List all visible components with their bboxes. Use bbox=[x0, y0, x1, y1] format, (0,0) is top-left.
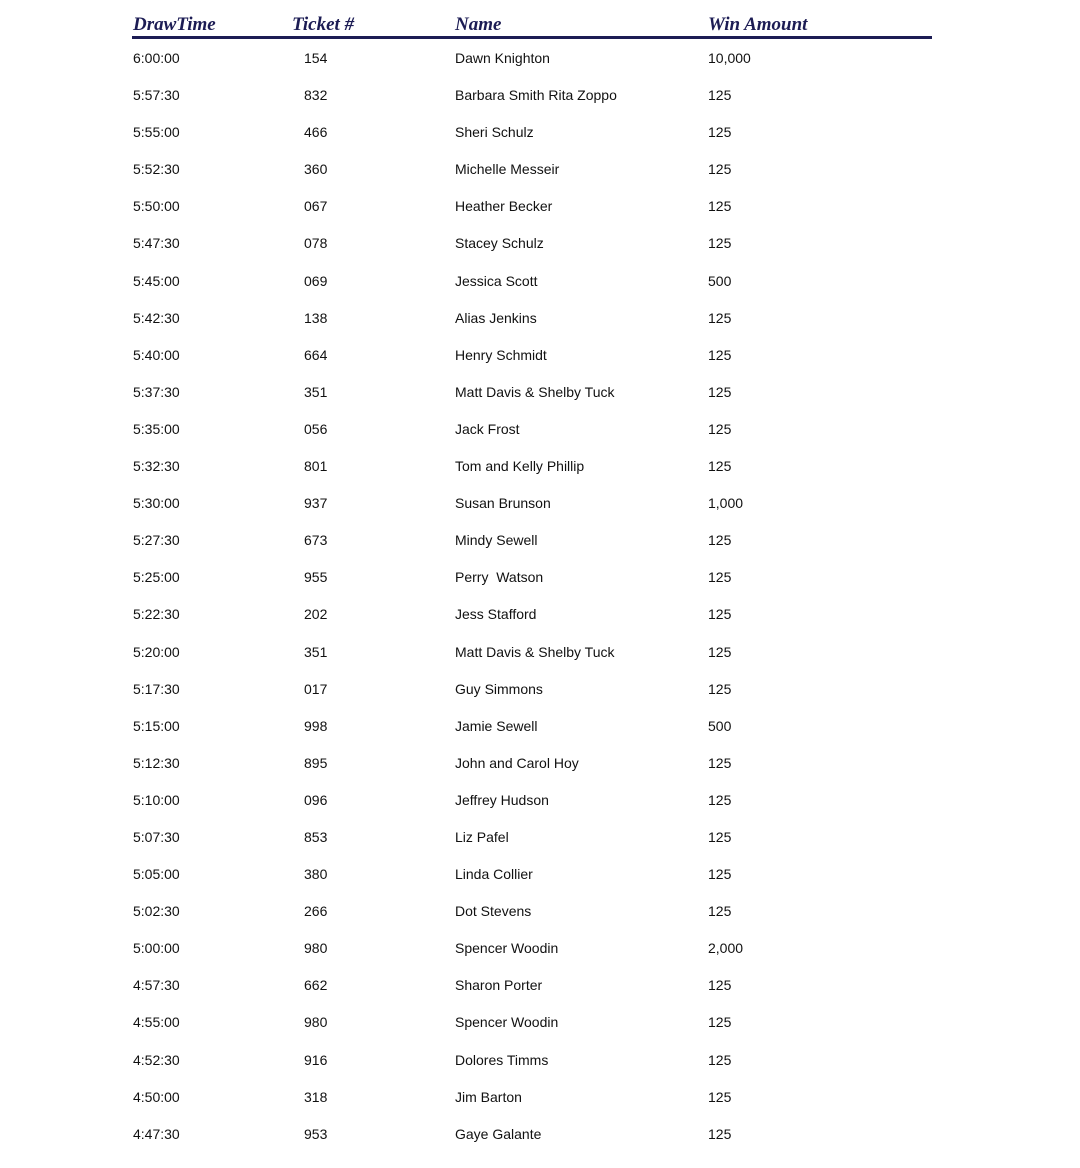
ticket-cell: 017 bbox=[304, 680, 328, 697]
ticket-cell: 801 bbox=[304, 458, 328, 475]
draw-time-cell: 5:37:30 bbox=[133, 383, 180, 400]
draw-time-cell: 5:10:00 bbox=[133, 791, 180, 808]
name-cell: Jamie Sewell bbox=[455, 717, 538, 734]
ticket-cell: 056 bbox=[304, 420, 328, 437]
ticket-cell: 955 bbox=[304, 569, 328, 586]
ticket-cell: 266 bbox=[304, 903, 328, 920]
win-amount-cell: 125 bbox=[708, 903, 732, 920]
table-row bbox=[132, 1003, 932, 1040]
draw-time-cell: 5:52:30 bbox=[133, 161, 180, 178]
table-row bbox=[132, 410, 932, 447]
draw-time-cell: 5:12:30 bbox=[133, 754, 180, 771]
name-cell: Jeffrey Hudson bbox=[455, 791, 549, 808]
name-cell: Sheri Schulz bbox=[455, 124, 534, 141]
draw-time-cell: 4:50:00 bbox=[133, 1088, 180, 1105]
ticket-cell: 096 bbox=[304, 791, 328, 808]
name-cell: Jessica Scott bbox=[455, 272, 538, 289]
draw-time-cell: 5:32:30 bbox=[133, 458, 180, 475]
name-cell: Spencer Woodin bbox=[455, 940, 559, 957]
name-cell: Mindy Sewell bbox=[455, 532, 538, 549]
draw-time-cell: 5:55:00 bbox=[133, 124, 180, 141]
draw-time-cell: 6:00:00 bbox=[133, 50, 180, 66]
win-amount-cell: 125 bbox=[708, 532, 732, 549]
name-cell: John and Carol Hoy bbox=[455, 754, 579, 771]
name-cell: Liz Pafel bbox=[455, 828, 509, 845]
table-row bbox=[132, 336, 932, 373]
draw-time-cell: 5:30:00 bbox=[133, 495, 180, 512]
draw-time-cell: 5:47:30 bbox=[133, 235, 180, 252]
ticket-cell: 351 bbox=[304, 383, 328, 400]
name-cell: Dot Stevens bbox=[455, 903, 532, 920]
name-cell: Jack Frost bbox=[455, 420, 520, 437]
name-cell: Henry Schmidt bbox=[455, 346, 547, 363]
ticket-cell: 351 bbox=[304, 643, 328, 660]
win-amount-cell: 125 bbox=[708, 680, 732, 697]
ticket-cell: 466 bbox=[304, 124, 328, 141]
table-row bbox=[132, 966, 932, 1003]
name-cell: Jess Stafford bbox=[455, 606, 537, 623]
table-row bbox=[132, 150, 932, 187]
name-cell: Linda Collier bbox=[455, 866, 533, 883]
win-amount-cell: 125 bbox=[708, 569, 732, 586]
table-row bbox=[132, 929, 932, 966]
ticket-cell: 937 bbox=[304, 495, 328, 512]
name-cell: Dawn Knighton bbox=[455, 50, 550, 66]
name-cell: Jim Barton bbox=[455, 1088, 522, 1105]
win-amount-cell: 125 bbox=[708, 420, 732, 437]
draw-time-cell: 5:57:30 bbox=[133, 87, 180, 104]
ticket-cell: 662 bbox=[304, 977, 328, 994]
header-win-amount: Win Amount bbox=[708, 14, 808, 35]
draw-time-cell: 4:57:30 bbox=[133, 977, 180, 994]
win-amount-cell: 125 bbox=[708, 643, 732, 660]
ticket-cell: 069 bbox=[304, 272, 328, 289]
ticket-cell: 360 bbox=[304, 161, 328, 178]
win-amount-cell: 500 bbox=[708, 272, 732, 289]
name-cell: Perry Watson bbox=[455, 569, 544, 586]
draw-time-cell: 4:55:00 bbox=[133, 1014, 180, 1031]
winners-table bbox=[132, 12, 932, 1152]
win-amount-cell: 125 bbox=[708, 309, 732, 326]
ticket-cell: 673 bbox=[304, 532, 328, 549]
draw-time-cell: 4:52:30 bbox=[133, 1051, 180, 1068]
ticket-cell: 953 bbox=[304, 1125, 328, 1142]
header-ticket: Ticket # bbox=[292, 14, 355, 35]
name-cell: Barbara Smith Rita Zoppo bbox=[455, 87, 617, 104]
table-row bbox=[132, 373, 932, 410]
win-amount-cell: 125 bbox=[708, 754, 732, 771]
ticket-cell: 078 bbox=[304, 235, 328, 252]
table-row bbox=[132, 113, 932, 150]
ticket-cell: 895 bbox=[304, 754, 328, 771]
table-row bbox=[132, 447, 932, 484]
win-amount-cell: 125 bbox=[708, 235, 732, 252]
draw-time-cell: 5:15:00 bbox=[133, 717, 180, 734]
table-row bbox=[132, 670, 932, 707]
draw-time-cell: 5:42:30 bbox=[133, 309, 180, 326]
win-amount-cell: 125 bbox=[708, 124, 732, 141]
name-cell: Heather Becker bbox=[455, 198, 553, 215]
win-amount-cell: 125 bbox=[708, 198, 732, 215]
win-amount-cell: 125 bbox=[708, 977, 732, 994]
name-cell: Tom and Kelly Phillip bbox=[455, 458, 585, 475]
header-draw-time: DrawTime bbox=[133, 14, 216, 35]
ticket-cell: 664 bbox=[304, 346, 328, 363]
win-amount-cell: 125 bbox=[708, 87, 732, 104]
win-amount-cell: 125 bbox=[708, 828, 732, 845]
ticket-cell: 916 bbox=[304, 1051, 328, 1068]
draw-time-cell: 5:22:30 bbox=[133, 606, 180, 623]
draw-time-cell: 5:17:30 bbox=[133, 680, 180, 697]
win-amount-cell: 2,000 bbox=[708, 940, 744, 957]
ticket-cell: 380 bbox=[304, 866, 328, 883]
table-row bbox=[132, 521, 932, 558]
table-row bbox=[132, 224, 932, 261]
ticket-cell: 853 bbox=[304, 828, 328, 845]
ticket-cell: 832 bbox=[304, 87, 328, 104]
ticket-cell: 202 bbox=[304, 606, 328, 623]
win-amount-cell: 125 bbox=[708, 1014, 732, 1031]
table-row bbox=[132, 558, 932, 595]
header-name: Name bbox=[455, 14, 502, 35]
draw-time-cell: 5:07:30 bbox=[133, 828, 180, 845]
table-row bbox=[132, 744, 932, 781]
table-row bbox=[132, 781, 932, 818]
table-body bbox=[132, 39, 932, 1152]
table-row bbox=[132, 299, 932, 336]
draw-time-cell: 5:35:00 bbox=[133, 420, 180, 437]
table-row bbox=[132, 187, 932, 224]
win-amount-cell: 125 bbox=[708, 1088, 732, 1105]
table-row bbox=[132, 707, 932, 744]
table-row bbox=[132, 1041, 932, 1078]
draw-time-cell: 5:27:30 bbox=[133, 532, 180, 549]
draw-time-cell: 5:05:00 bbox=[133, 866, 180, 883]
name-cell: Matt Davis & Shelby Tuck bbox=[455, 383, 615, 400]
name-cell: Alias Jenkins bbox=[455, 309, 537, 326]
table-row bbox=[132, 633, 932, 670]
table-row bbox=[132, 1115, 932, 1152]
ticket-cell: 067 bbox=[304, 198, 328, 215]
ticket-cell: 138 bbox=[304, 309, 328, 326]
win-amount-cell: 125 bbox=[708, 458, 732, 475]
win-amount-cell: 125 bbox=[708, 383, 732, 400]
win-amount-cell: 500 bbox=[708, 717, 732, 734]
name-cell: Sharon Porter bbox=[455, 977, 543, 994]
table-row bbox=[132, 76, 932, 113]
win-amount-cell: 125 bbox=[708, 161, 732, 178]
table-row bbox=[132, 262, 932, 299]
name-cell: Spencer Woodin bbox=[455, 1014, 559, 1031]
table-row bbox=[132, 818, 932, 855]
name-cell: Susan Brunson bbox=[455, 495, 551, 512]
ticket-cell: 154 bbox=[304, 50, 328, 66]
draw-time-cell: 5:25:00 bbox=[133, 569, 180, 586]
draw-time-cell: 4:47:30 bbox=[133, 1125, 180, 1142]
name-cell: Dolores Timms bbox=[455, 1051, 549, 1068]
ticket-cell: 998 bbox=[304, 717, 328, 734]
win-amount-cell: 125 bbox=[708, 1125, 732, 1142]
table-row bbox=[132, 484, 932, 521]
name-cell: Matt Davis & Shelby Tuck bbox=[455, 643, 615, 660]
draw-time-cell: 5:45:00 bbox=[133, 272, 180, 289]
table-row bbox=[132, 1078, 932, 1115]
ticket-cell: 980 bbox=[304, 1014, 328, 1031]
table-row bbox=[132, 39, 932, 76]
name-cell: Guy Simmons bbox=[455, 680, 543, 697]
ticket-cell: 980 bbox=[304, 940, 328, 957]
win-amount-cell: 125 bbox=[708, 1051, 732, 1068]
draw-time-cell: 5:02:30 bbox=[133, 903, 180, 920]
draw-time-cell: 5:00:00 bbox=[133, 940, 180, 957]
table-row bbox=[132, 892, 932, 929]
draw-time-cell: 5:50:00 bbox=[133, 198, 180, 215]
name-cell: Stacey Schulz bbox=[455, 235, 544, 252]
table-row bbox=[132, 855, 932, 892]
win-amount-cell: 125 bbox=[708, 606, 732, 623]
ticket-cell: 318 bbox=[304, 1088, 328, 1105]
name-cell: Michelle Messeir bbox=[455, 161, 560, 178]
table-header bbox=[132, 12, 932, 39]
win-amount-cell: 125 bbox=[708, 346, 732, 363]
draw-time-cell: 5:20:00 bbox=[133, 643, 180, 660]
win-amount-cell: 125 bbox=[708, 866, 732, 883]
table-row bbox=[132, 595, 932, 632]
win-amount-cell: 1,000 bbox=[708, 495, 744, 512]
draw-time-cell: 5:40:00 bbox=[133, 346, 180, 363]
name-cell: Gaye Galante bbox=[455, 1125, 542, 1142]
win-amount-cell: 10,000 bbox=[708, 50, 751, 66]
win-amount-cell: 125 bbox=[708, 791, 732, 808]
